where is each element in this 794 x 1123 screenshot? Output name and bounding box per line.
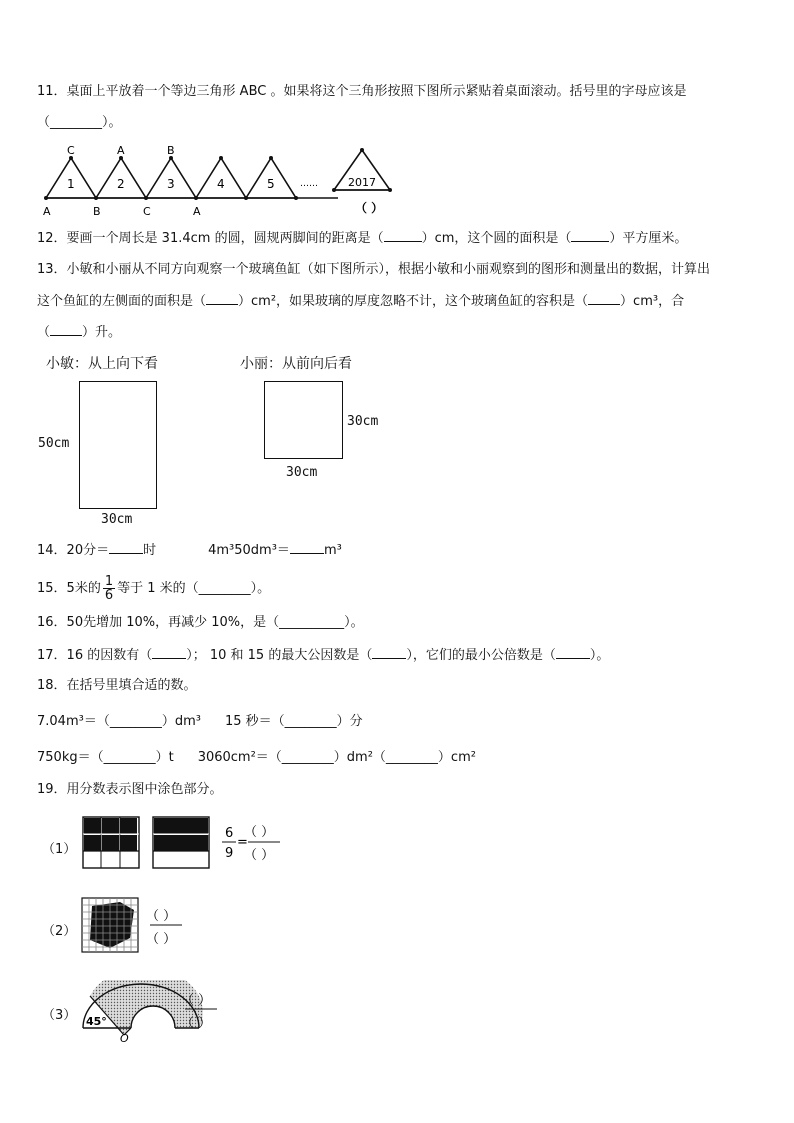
ellipsis: …… — [300, 179, 318, 189]
view2-title: 小丽：从前向后看 — [240, 356, 352, 372]
answer-denominator-3: （ ） — [181, 1016, 212, 1031]
equals-sign: = — [237, 835, 248, 850]
vertex-top-1: C — [67, 144, 75, 157]
q17-blank-factors[interactable] — [152, 646, 186, 659]
triangle-number-5: 5 — [267, 177, 275, 191]
fraction-6-9-den: 9 — [225, 846, 234, 861]
front-view-width-label: 30cm — [286, 465, 318, 480]
answer-denominator-2: （ ） — [146, 932, 177, 947]
q18-title: 18．在括号里填合适的数。 — [37, 678, 197, 693]
q14-blank-hours[interactable] — [109, 541, 143, 554]
answer-paren: （ ） — [355, 201, 384, 215]
q14-text: 14．20分＝ 时 4m³50dm³＝ m³ — [37, 543, 342, 558]
q11-answer-blank[interactable]: （________）。 — [37, 115, 122, 130]
triangle-number-1: 1 — [67, 177, 75, 191]
angle-label: 45° — [86, 1015, 107, 1028]
top-view-rectangle — [79, 381, 157, 509]
vertex-top-3: B — [167, 144, 175, 157]
vertex-top-2: A — [117, 144, 125, 157]
q13-blank-volume[interactable] — [588, 292, 620, 305]
vertex-bottom-1: A — [43, 205, 51, 218]
q17-text: 17．16 的因数有（ ）； 10 和 15 的最大公因数是（ ），它们的最小公倍数是（ ）。 — [37, 648, 610, 663]
q14-blank-m3[interactable] — [290, 541, 324, 554]
q19-label-2: （2） — [42, 924, 77, 939]
q13-blank-liters[interactable] — [50, 323, 82, 336]
view1-title: 小敏：从上向下看 — [46, 356, 158, 372]
fraction-6-9-num: 6 — [225, 826, 234, 841]
top-view-height-label: 50cm — [38, 436, 70, 451]
q17-blank-lcm[interactable] — [556, 646, 590, 659]
triangle-number-2: 2 — [117, 177, 125, 191]
triangle-number-2017: 2017 — [348, 176, 376, 189]
answer-numerator-2: （ ） — [146, 909, 177, 924]
q19-label-3: （3） — [42, 1008, 77, 1023]
front-view-height-label: 30cm — [347, 414, 379, 429]
q13-text-line3: （ ）升。 — [37, 325, 122, 340]
q12-blank-distance[interactable] — [384, 229, 422, 242]
q13-text-line2: 这个鱼缸的左侧面的面积是（ ）cm²，如果玻璃的厚度忽略不计，这个玻璃鱼缸的容积是（ ）cm³，合 — [37, 294, 685, 309]
center-label: O — [120, 1032, 129, 1042]
q19-label-1: （1） — [42, 842, 77, 857]
q12-text: 12．要画一个周长是 31.4cm 的圆，圆规两脚间的距离是（ ）cm，这个圆的面积是（ ）平方厘米。 — [37, 231, 688, 246]
front-view-square — [264, 381, 343, 459]
q17-blank-gcd[interactable] — [372, 646, 406, 659]
fraction-one-sixth: $\frac{1}{6}$ — [104, 574, 114, 603]
triangle-number-3: 3 — [167, 177, 175, 191]
q13-text-line1: 13．小敏和小丽从不同方向观察一个玻璃鱼缸（如下图所示），根据小敏和小丽观察到的图形和测量出的数据，计算出 — [37, 262, 711, 277]
top-view-width-label: 30cm — [101, 512, 133, 527]
q19-figure-3 — [80, 980, 225, 1042]
vertex-bottom-2: B — [93, 205, 101, 218]
q19-title: 19．用分数表示图中涂色部分。 — [37, 782, 223, 797]
answer-numerator-1: （ ） — [244, 825, 275, 840]
q15-text: 15．5米的 $\frac{1}{6}$ 等于 1 米的（________）。 — [37, 574, 271, 603]
q11-text-line1: 11．桌面上平放着一个等边三角形 ABC 。如果将这个三角形按照下图所示紧贴着桌面滚动。括号里的字母应该是 — [37, 84, 687, 99]
q19-figure-1 — [80, 815, 290, 873]
q18-row1: 7.04m³＝（________）dm³ 15 秒＝（________）分 — [37, 714, 363, 729]
rolling-triangles-figure — [38, 140, 418, 218]
triangle-number-4: 4 — [217, 177, 225, 191]
q18-row2: 750kg＝（________）t 3060cm²＝（________）dm²（________）cm² — [37, 750, 476, 765]
vertex-bottom-4: A — [193, 205, 201, 218]
answer-denominator-1: （ ） — [244, 848, 275, 863]
q12-blank-area[interactable] — [571, 229, 609, 242]
q19-figure-2 — [80, 896, 190, 954]
vertex-bottom-3: C — [143, 205, 151, 218]
q13-blank-area[interactable] — [206, 292, 238, 305]
q16-text: 16．50先增加 10%，再减少 10%，是（__________）。 — [37, 615, 364, 630]
answer-numerator-3: （ ） — [181, 993, 212, 1008]
